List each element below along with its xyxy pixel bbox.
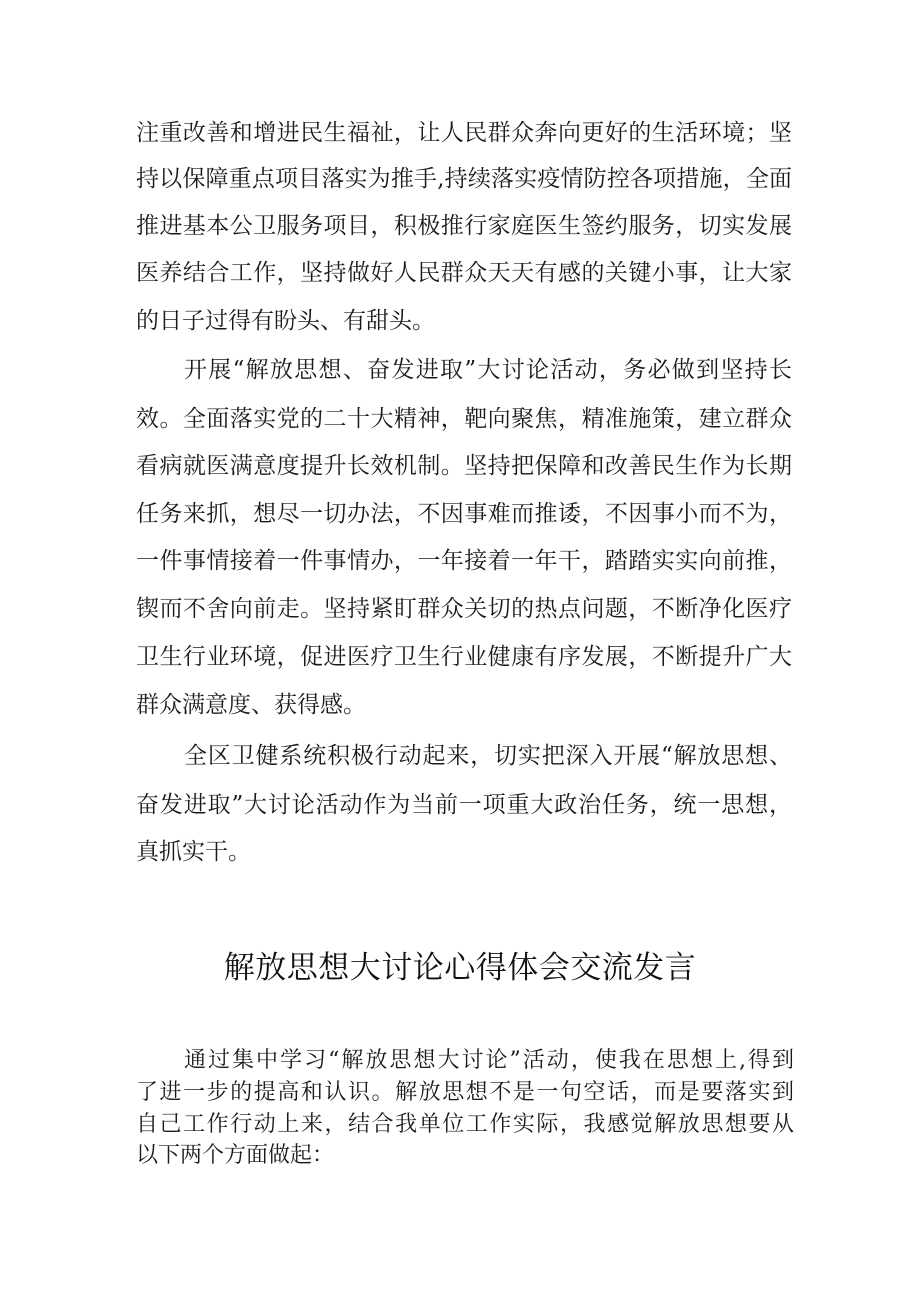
paragraph-1-line: 注重改善和增进民生福祉，让人民群众奔向更好的生活环境；坚 <box>136 120 792 146</box>
paragraph-4-line: 了进一步的提高和认识。解放思想不是一句空话，而是要落实到 <box>136 1080 794 1105</box>
paragraph-1-line: 持以保障重点项目落实为推手,持续落实疫情防控各项措施，全面 <box>136 166 792 192</box>
paragraph-1-line: 医养结合工作，坚持做好人民群众天天有感的关键小事，让大家 <box>136 260 792 286</box>
paragraph-2-line: 卫生行业环境，促进医疗卫生行业健康有序发展，不断提升广大 <box>136 644 792 670</box>
paragraph-3-line: 奋发进取”大讨论活动作为当前一项重大政治任务，统一思想， <box>136 792 792 818</box>
paragraph-2-line: 看病就医满意度提升长效机制。坚持把保障和改善民生作为长期 <box>136 453 792 479</box>
paragraph-1-line: 的日子过得有盼头、有甜头。 <box>136 308 435 334</box>
paragraph-4-line: 通过集中学习“解放思想大讨论”活动，使我在思想上,得到 <box>184 1048 794 1073</box>
paragraph-1-line: 推进基本公卫服务项目，积极推行家庭医生签约服务，切实发展 <box>136 213 792 239</box>
section-title: 解放思想大讨论心得体会交流发言 <box>223 950 697 986</box>
paragraph-3-line: 真抓实干。 <box>136 839 251 865</box>
paragraph-4-line: 自己工作行动上来，结合我单位工作实际，我感觉解放思想要从 <box>136 1112 794 1137</box>
paragraph-2-line: 一件事情接着一件事情办，一年接着一年干，踏踏实实向前推， <box>136 548 792 574</box>
paragraph-2-line: 群众满意度、获得感。 <box>136 692 366 718</box>
paragraph-3-line: 全区卫健系统积极行动起来，切实把深入开展“解放思想、 <box>184 743 792 769</box>
paragraph-2-line: 开展“解放思想、奋发进取”大讨论活动，务必做到坚持长 <box>184 357 792 383</box>
paragraph-4-line: 以下两个方面做起： <box>136 1143 335 1168</box>
paragraph-2-line: 锲而不舍向前走。坚持紧盯群众关切的热点问题，不断净化医疗 <box>136 596 792 622</box>
paragraph-2-line: 任务来抓，想尽一切办法，不因事难而推诿，不因事小而不为， <box>136 501 792 527</box>
paragraph-2-line: 效。全面落实党的二十大精神，靶向聚焦，精准施策，建立群众 <box>136 406 792 432</box>
